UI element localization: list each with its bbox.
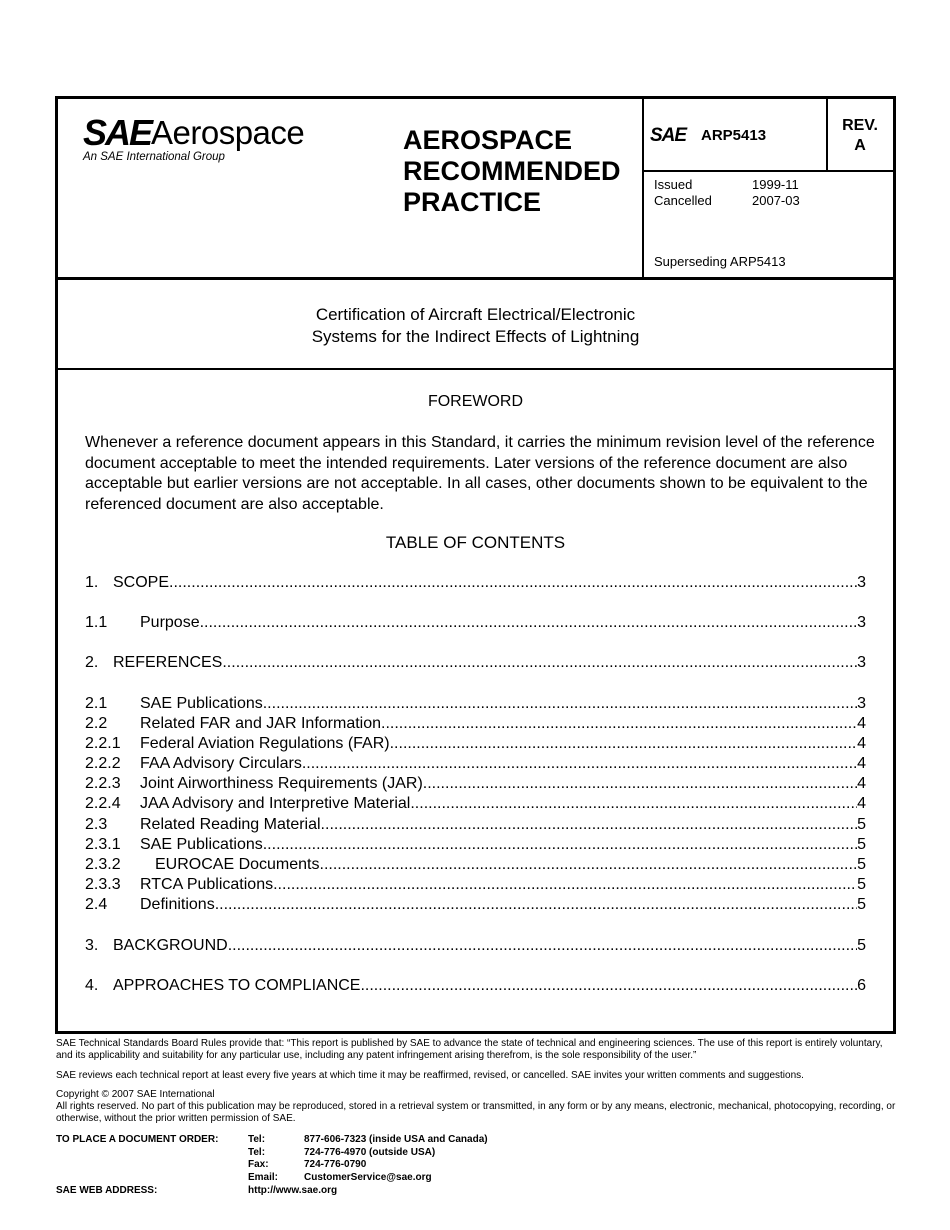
toc-entry[interactable] [85,774,866,794]
toc-entry[interactable] [85,794,866,814]
toc-entry-number: 2.2.1 [85,735,121,752]
toc-entry-page: 4 [857,775,866,792]
revision-value: A [854,137,866,154]
toc-entry-number: 2. [85,654,99,671]
logo-aerospace-text: Aerospace [151,114,305,151]
toc-entry-title: SAE Publications [140,836,263,853]
toc-entry-number: 2.2.3 [85,775,121,792]
toc-entry[interactable] [85,835,866,855]
revision-label: REV. [842,117,878,134]
toc-entry-page: 4 [857,795,866,812]
toc-entry-page: 6 [857,977,866,994]
toc-entry-title: APPROACHES TO COMPLIANCE [113,977,361,994]
toc-entry[interactable] [85,613,866,633]
footer-copyright: Copyright © 2007 SAE International [56,1089,215,1100]
sae-aerospace-logo [83,113,333,173]
revision-box [828,116,892,156]
toc-entry-number: 2.1 [85,695,108,712]
toc-leader-dots [263,694,857,714]
title-line-1: Certification of Aircraft Electrical/Electronic [315,305,636,324]
toc-leader-dots [273,875,857,895]
number-divider [644,170,893,172]
toc-entry-title: REFERENCES [113,654,223,671]
toc-leader-dots [321,815,858,835]
toc-entry-page: 5 [857,896,866,913]
toc-leader-dots [320,855,858,875]
toc-leader-dots [200,613,858,633]
toc-entry[interactable] [85,653,866,673]
toc-entry-number: 2.4 [85,896,108,913]
contact-key: Email: [248,1172,279,1183]
footer-review: SAE reviews each technical report at least every five years at which time it may be reaffirmed, revised, or cancelled. SAE invites your written comments and suggestions. [56,1070,804,1081]
toc-entry-number: 2.2.2 [85,755,121,772]
document-number: ARP5413 [701,127,767,144]
toc-entry-page: 3 [857,574,866,591]
order-label: TO PLACE A DOCUMENT ORDER: [56,1134,219,1145]
toc-entry[interactable] [85,694,866,714]
toc-entry-title: Related Reading Material [140,816,321,833]
title-line-2: Systems for the Indirect Effects of Lightning [311,327,640,346]
website-link[interactable]: http://www.sae.org [248,1185,338,1196]
toc-heading: TABLE OF CONTENTS [385,533,566,552]
toc-leader-dots [360,976,857,996]
toc-entry-page: 5 [857,876,866,893]
toc-entry[interactable] [85,855,866,875]
toc-entry-page: 4 [857,715,866,732]
toc-entry[interactable] [85,936,866,956]
toc-entry[interactable] [85,714,866,734]
toc-entry-title: SAE Publications [140,695,263,712]
contact-value: 877-606-7323 (inside USA and Canada) [304,1134,488,1145]
toc-entry-page: 5 [857,816,866,833]
email-link[interactable]: CustomerService@sae.org [304,1172,432,1183]
toc-leader-dots [215,895,857,915]
toc-entry-number: 4. [85,977,99,994]
toc-entry-title: BACKGROUND [113,937,228,954]
toc-entry[interactable] [85,754,866,774]
contact-key: Fax: [248,1159,269,1170]
document-type: AEROSPACE RECOMMENDED PRACTICE [403,125,621,217]
contact-key: Tel: [248,1134,266,1145]
toc-entry[interactable] [85,573,866,593]
small-sae-logo: SAE [650,125,687,146]
toc-entry-page: 3 [857,654,866,671]
issued-label: Issued [654,177,693,192]
toc-entry-title: SCOPE [113,574,170,591]
header-block [58,99,893,280]
issued-value: 1999-11 [752,177,799,192]
toc-leader-dots [169,573,857,593]
toc-leader-dots [410,794,857,814]
toc-entry-title: FAA Advisory Circulars [140,755,302,772]
foreword-text: Whenever a reference document appears in this Standard, it carries the minimum revision level of the reference document acceptable to meet the intended requirements. Later versions of the reference document are also acceptable but earlier versions are not acceptable. In all cases, other documents shown to be equivalent to the referenced document are also acceptable. [85,434,875,513]
document-title [58,304,893,348]
issue-dates [654,177,800,209]
title-block [58,280,893,370]
contact-value: 724-776-4970 (outside USA) [304,1147,436,1158]
toc-entry[interactable] [85,895,866,915]
toc-entry[interactable] [85,875,866,895]
toc-entry-number: 2.3 [85,816,108,833]
header-divider [642,99,644,277]
logo-sae-text: SAE [83,112,152,153]
toc-entry[interactable] [85,815,866,835]
toc-entry-page: 5 [857,937,866,954]
cancelled-label: Cancelled [654,193,712,208]
footer-rules: SAE Technical Standards Board Rules provide that: “This report is published by SAE to advance the state of technical and engineering sciences. The use of this report is entirely voluntary, and its applicability and suitability for any particular use, including any patent infringement arising therefrom, is the sole responsibility of the user.” [56,1038,883,1061]
toc-entry-title: RTCA Publications [140,876,274,893]
toc-entry-number: 2.2 [85,715,108,732]
logo-subtitle: An SAE International Group [83,151,225,163]
toc-entry[interactable] [85,976,866,996]
toc-entry-number: 2.2.4 [85,795,121,812]
toc-entry-page: 3 [857,695,866,712]
toc-leader-dots [423,774,857,794]
toc-entry-page: 3 [857,614,866,631]
toc-entry-page: 4 [857,735,866,752]
toc-entry-title: EUROCAE Documents [155,856,320,873]
toc-entry-page: 5 [857,836,866,853]
toc-leader-dots [263,835,857,855]
contact-key: Tel: [248,1147,266,1158]
toc-entry-title: Related FAR and JAR Information [140,715,382,732]
toc-entry-title: Joint Airworthiness Requirements (JAR) [140,775,423,792]
toc-entry-title: JAA Advisory and Interpretive Material [140,795,411,812]
superseding-note: Superseding ARP5413 [654,254,786,269]
toc-entry-page: 5 [857,856,866,873]
cancelled-value: 2007-03 [752,193,800,208]
toc-entry-title: Federal Aviation Regulations (FAR) [140,735,390,752]
toc-entry-number: 1. [85,574,99,591]
footer-rights: All rights reserved. No part of this publication may be reproduced, stored in a retrieval system or transmitted, in any form or by any means, electronic, mechanical, photocopying, recording, or otherwise, without the prior written permission of SAE. [56,1101,896,1124]
toc-entry-title: Definitions [140,896,215,913]
toc-leader-dots [228,936,857,956]
toc-entry-number: 3. [85,937,99,954]
contact-value: 724-776-0790 [304,1159,367,1170]
document-frame [55,96,896,1034]
web-label: SAE WEB ADDRESS: [56,1185,158,1196]
toc-entry-number: 1.1 [85,614,108,631]
toc-entry-page: 4 [857,755,866,772]
toc-leader-dots [381,714,857,734]
foreword-heading: FOREWORD [427,393,524,410]
toc-leader-dots [302,754,857,774]
toc-entry[interactable] [85,734,866,754]
toc-entry-number: 2.3.3 [85,876,121,893]
toc-leader-dots [390,734,857,754]
toc-entry-title: Purpose [140,614,200,631]
toc-entry-number: 2.3.1 [85,836,121,853]
toc-entry-number: 2.3.2 [85,856,121,873]
toc-leader-dots [222,653,857,673]
